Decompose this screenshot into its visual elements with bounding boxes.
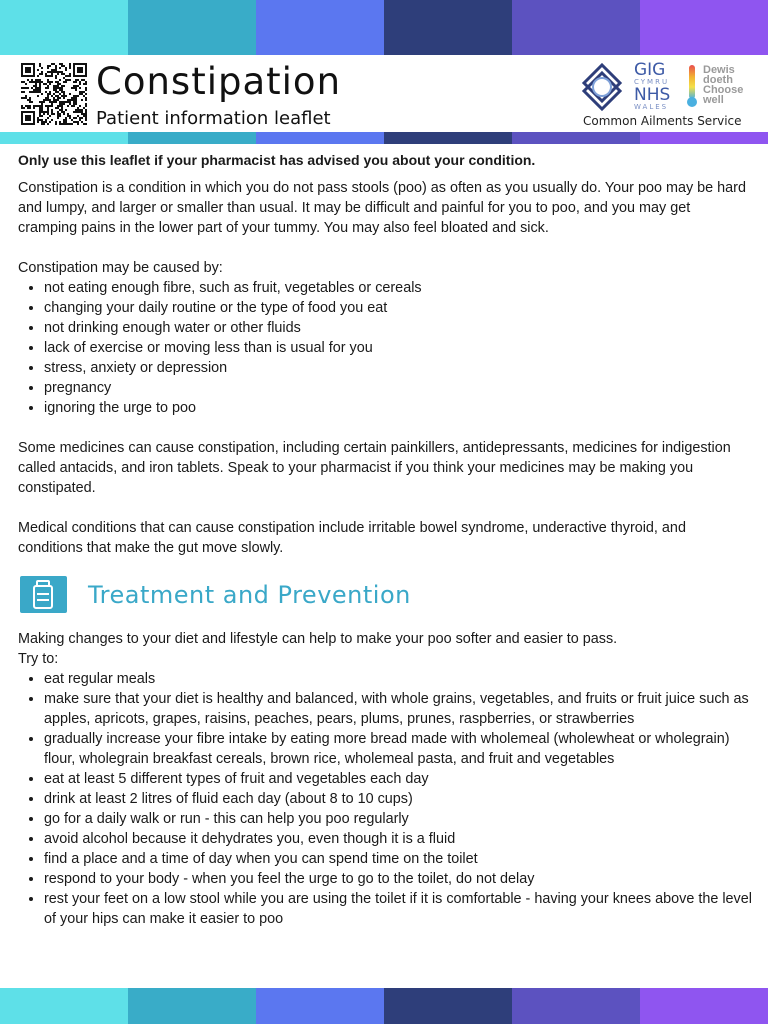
qr-code-icon xyxy=(21,63,87,125)
top-color-stripe xyxy=(0,0,768,55)
intro-paragraph: Constipation is a condition in which you do not pass stools (poo) as often as you usually do. Your poo may be hard and lumpy, and larger or smaller than usual. It may be difficult and painful for you to poo, and you may get cramping pains in the lower part of your tummy. You may also feel bloated and sick. xyxy=(18,180,746,236)
medicine-bottle-icon xyxy=(20,576,67,613)
treatment-section-header xyxy=(20,576,753,613)
bottom-color-stripe xyxy=(0,988,768,1024)
stripe-segment xyxy=(0,0,128,55)
tips-list xyxy=(18,669,753,929)
conditions-paragraph: Medical conditions that can cause constipation include irritable bowel syndrome, underactive thyroid, and conditions that make the gut move slowly. xyxy=(18,520,686,556)
logo-dewis-text: Dewis xyxy=(703,64,735,76)
stripe-segment xyxy=(0,132,128,144)
cause-list-item: • pregnancy xyxy=(44,378,753,398)
leaflet-header xyxy=(0,55,768,132)
tip-list-item: • eat regular meals xyxy=(44,669,753,689)
logo-gig-text: GIG xyxy=(634,60,666,80)
stripe-segment xyxy=(0,988,128,1024)
stripe-segment xyxy=(640,132,768,144)
stripe-segment xyxy=(384,0,512,55)
stripe-segment xyxy=(256,988,384,1024)
logo-wales-text: WALES xyxy=(634,103,669,111)
tip-list-item: • respond to your body - when you feel the urge to go to the toilet, do not delay xyxy=(44,869,753,889)
stripe-segment xyxy=(128,132,256,144)
try-to-label: Try to: xyxy=(18,651,59,667)
middle-color-stripe xyxy=(0,132,768,144)
leaflet-body xyxy=(18,150,753,929)
cause-list-item: • lack of exercise or moving less than is usual for you xyxy=(44,338,753,358)
stripe-segment xyxy=(512,988,640,1024)
stripe-segment xyxy=(512,0,640,55)
logo-doeth-text: doeth xyxy=(703,74,733,86)
tip-list-item: • gradually increase your fibre intake by eating more bread made with wholemeal (wholewheat or wholegrain) flour, wholegrain breakfast cereals, brown rice, wholemeal pasta, and fruit and vegetables xyxy=(44,729,753,769)
cause-list-item: • changing your daily routine or the type of food you eat xyxy=(44,298,753,318)
tip-list-item: • make sure that your diet is healthy and balanced, with whole grains, vegetables, and fruits or fruit juice such as apples, apricots, grapes, raisins, peaches, pears, plums, prunes, raspberries, or strawberries xyxy=(44,689,753,729)
stripe-segment xyxy=(128,0,256,55)
stripe-segment xyxy=(384,132,512,144)
dewis-doeth-logo xyxy=(703,65,743,105)
nhs-wales-logo xyxy=(634,62,670,111)
stripe-segment xyxy=(512,132,640,144)
treatment-section-title: Treatment and Prevention xyxy=(88,580,411,609)
causes-list xyxy=(18,278,753,418)
causes-heading: Constipation may be caused by: xyxy=(18,260,223,276)
tip-list-item: • drink at least 2 litres of fluid each day (about 8 to 10 cups) xyxy=(44,789,753,809)
stripe-segment xyxy=(256,0,384,55)
logo-well-text: well xyxy=(703,94,724,106)
cause-list-item: • stress, anxiety or depression xyxy=(44,358,753,378)
stripe-segment xyxy=(640,0,768,55)
cause-list-item: • not drinking enough water or other fluids xyxy=(44,318,753,338)
leaflet-title: Constipation xyxy=(96,60,342,103)
service-name: Common Ailments Service xyxy=(583,114,742,128)
cause-list-item: • not eating enough fibre, such as fruit, vegetables or cereals xyxy=(44,278,753,298)
leaflet-subtitle: Patient information leaflet xyxy=(96,108,331,129)
tip-list-item: • rest your feet on a low stool while you are using the toilet if it is comfortable - having your knees above the level of your hips can make it easier to poo xyxy=(44,889,753,929)
logo-cymru-text: CYMRU xyxy=(634,78,670,86)
logo-nhs-text: NHS xyxy=(634,85,671,105)
stripe-segment xyxy=(384,988,512,1024)
logo-choose-text: Choose xyxy=(703,84,744,96)
stripe-segment xyxy=(128,988,256,1024)
pharmacist-warning: Only use this leaflet if your pharmacist has advised you about your condition. xyxy=(18,152,536,168)
stripe-segment xyxy=(256,132,384,144)
treatment-intro: Making changes to your diet and lifestyle can help to make your poo softer and easier to pass. xyxy=(18,631,618,647)
tip-list-item: • avoid alcohol because it dehydrates you, even though it is a fluid xyxy=(44,829,753,849)
tip-list-item: • find a place and a time of day when you can spend time on the toilet xyxy=(44,849,753,869)
thermometer-icon xyxy=(686,64,698,108)
tip-list-item: • eat at least 5 different types of fruit and vegetables each day xyxy=(44,769,753,789)
nhs-wales-knot-icon xyxy=(576,62,628,112)
stripe-segment xyxy=(640,988,768,1024)
cause-list-item: • ignoring the urge to poo xyxy=(44,398,753,418)
medicines-paragraph: Some medicines can cause constipation, including certain painkillers, antidepressants, medicines for indigestion called antacids, and iron tablets. Speak to your pharmacist if you think your medicines may be making you constipated. xyxy=(18,440,731,496)
tip-list-item: • go for a daily walk or run - this can help you poo regularly xyxy=(44,809,753,829)
